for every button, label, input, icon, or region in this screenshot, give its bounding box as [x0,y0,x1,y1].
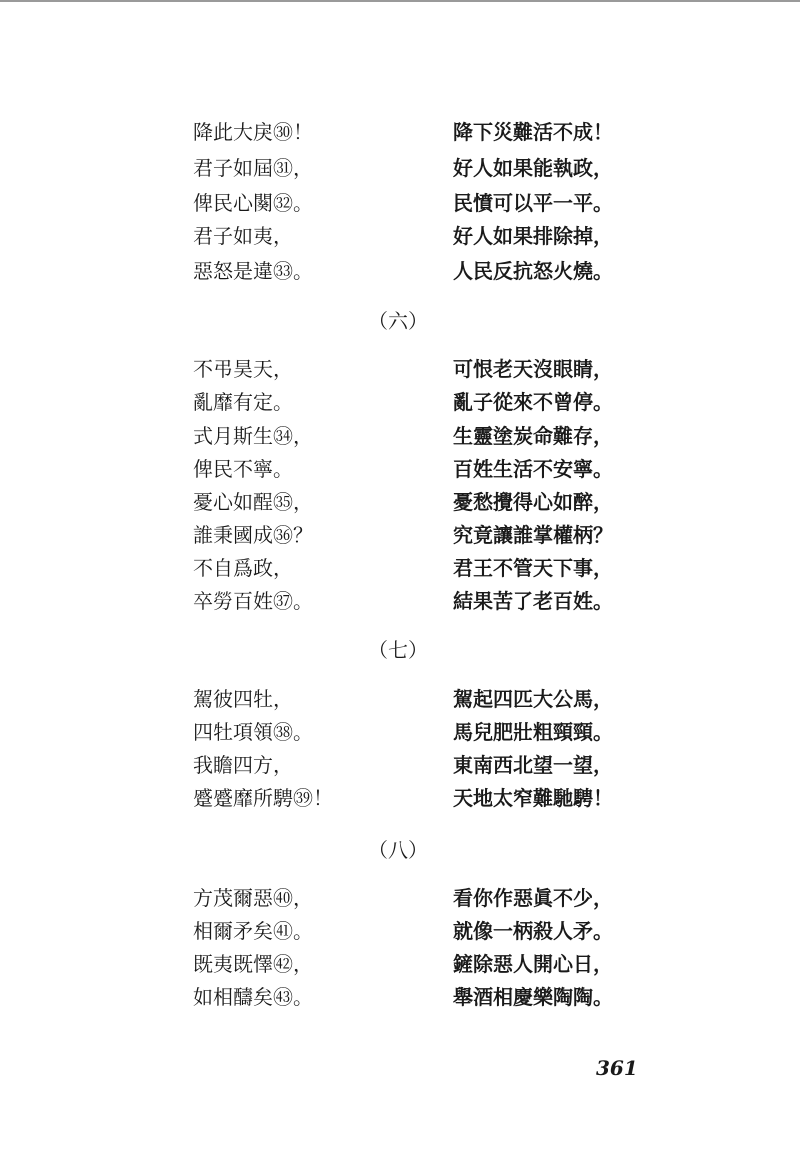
page-number: 361 [596,1056,638,1080]
translation-line: 馬兒肥壯粗頸頸。 [453,720,613,744]
translation-line: 鏟除惡人開心日， [453,952,613,976]
original-line: 俾民心闋㉜。 [193,191,313,215]
translation-line: 生靈塗炭命難存， [453,424,613,448]
original-line: 駕彼四牡， [193,687,293,711]
translation-line: 人民反抗怒火燒。 [453,259,613,283]
original-line: 如相醻矣㊸。 [193,985,313,1009]
translation-line: 駕起四匹大公馬， [453,687,613,711]
original-line: 俾民不寧。 [193,457,293,481]
original-line: 降此大戾㉚！ [193,120,313,144]
original-line: 憂心如酲㉟， [193,490,313,514]
translation-line: 看你作惡眞不少， [453,886,613,910]
stanza-heading: （七） [368,638,428,662]
original-line: 方茂爾惡㊵， [193,886,313,910]
translation-line: 結果苦了老百姓。 [453,589,613,613]
top-border-rule [0,0,800,2]
translation-line: 好人如果排除掉， [453,224,613,248]
translation-line: 亂子從來不曾停。 [453,390,613,414]
translation-line: 就像一柄殺人矛。 [453,919,613,943]
original-line: 不弔昊天， [193,357,293,381]
original-line: 既夷既懌㊷， [193,952,313,976]
original-line: 誰秉國成㊱？ [193,523,313,547]
translation-line: 天地太窄難馳騁！ [453,786,613,810]
translation-line: 君王不管天下事， [453,556,613,580]
translation-line: 民憤可以平一平。 [453,191,613,215]
translation-line: 憂愁攪得心如醉， [453,490,613,514]
translation-line: 好人如果能執政， [453,156,613,180]
original-line: 四牡項領㊳。 [193,720,313,744]
original-line: 君子如屆㉛， [193,156,313,180]
stanza-heading: （八） [368,838,428,862]
original-line: 式月斯生㉞， [193,424,313,448]
translation-line: 百姓生活不安寧。 [453,457,613,481]
stanza-heading: （六） [368,309,428,333]
original-line: 相爾矛矣㊶。 [193,919,313,943]
translation-line: 可恨老天沒眼睛， [453,357,613,381]
original-line: 我瞻四方， [193,753,293,777]
translation-line: 東南西北望一望， [453,753,613,777]
original-line: 惡怒是違㉝。 [193,259,313,283]
translation-line: 究竟讓誰掌權柄？ [453,523,613,547]
original-line: 卒勞百姓㊲。 [193,589,313,613]
original-line: 亂靡有定。 [193,390,293,414]
translation-line: 舉酒相慶樂陶陶。 [453,985,613,1009]
original-line: 蹙蹙靡所騁㊴！ [193,786,333,810]
original-line: 君子如夷， [193,224,293,248]
original-line: 不自爲政， [193,556,293,580]
translation-line: 降下災難活不成！ [453,120,613,144]
